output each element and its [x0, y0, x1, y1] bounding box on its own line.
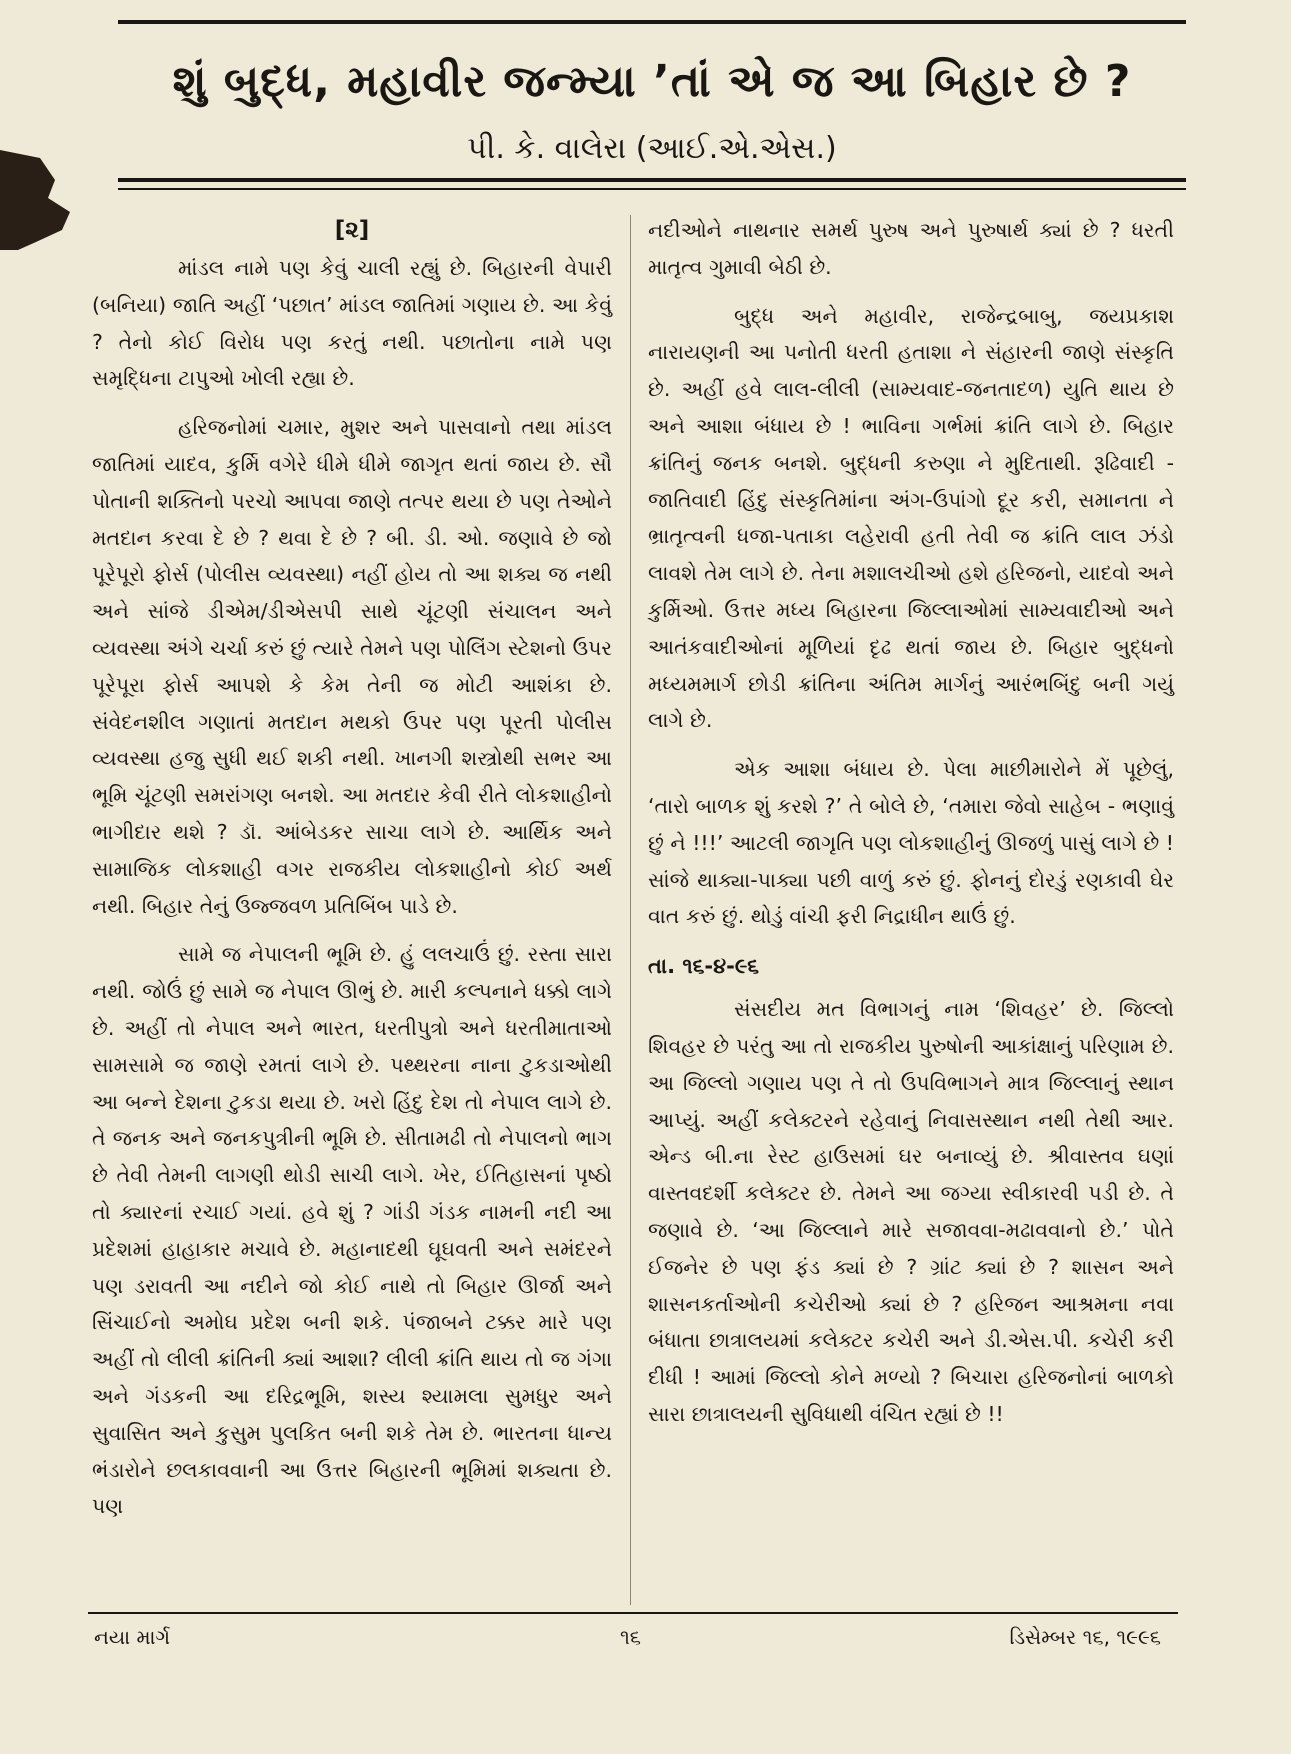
- article-title: શું બુદ્ધ, મહાવીર જન્મ્યા ’તાં એ જ આ બિહાર છે ?: [172, 56, 1132, 107]
- header-rule-thin: [118, 188, 1186, 190]
- date-heading: તા. ૧૬-૪-૯૬: [648, 954, 760, 979]
- paragraph: બુદ્ધ અને મહાવીર, રાજેન્દ્રબાબુ, જયપ્રકાશ નારાયણની આ પનોતી ધરતી હતાશા ને સંહારની જાણે સંસ્કૃતિ છે. અહીં હવે લાલ-લીલી (સામ્યવાદ-જનતાદળ) યુતિ થાય છે અને આશા બંધાય છે ! ભાવિના ગર્ભમાં ક્રાંતિ લાગે છે. બિહાર ક્રાંતિનું જનક બનશે. બુદ્ધની કરુણા ને મુદિતાથી. રૂઢિવાદી - જાતિવાદી હિંદુ સંસ્કૃતિમાંના અંગ-ઉપાંગો દૂર કરી, સમાનતા ને ભ્રાતૃત્વની ધજા-પતાકા લહેરાવી હતી તેવી જ ક્રાંતિ લાલ ઝંડો લાવશે તેમ લાગે છે. તેના મશાલચીઓ હશે હરિજનો, યાદવો અને કુર્મિઓ. ઉત્તર મધ્ય બિહારના જિલ્લાઓમાં સામ્યવાદીઓ અને આતંકવાદીઓનાં મૂળિયાં દૃઢ થતાં જાય છે. બિહાર બુદ્ધનો મધ્યમમાર્ગ છોડી ક્રાંતિના અંતિમ માર્ગનું આરંભબિંદુ બની ગયું લાગે છે.: [648, 303, 1174, 733]
- torn-edge-mark: [0, 150, 78, 250]
- right-column: [648, 212, 1174, 1445]
- footer-rule: [88, 1612, 1178, 1614]
- paragraph: સંસદીય મત વિભાગનું નામ ‘શિવહર’ છે. જિલ્લો શિવહર છે પરંતુ આ તો રાજકીય પુરુષોની આકાંક્ષાનું પરિણામ છે. આ જિલ્લો ગણાય પણ તે તો ઉપવિભાગને માત્ર જિલ્લાનું સ્થાન આપ્યું. અહીં કલેક્ટરને રહેવાનું નિવાસસ્થાન નથી તેથી આર. એન્ડ બી.ના રેસ્ટ હાઉસમાં ઘર બનાવ્યું છે. શ્રીવાસ્તવ ઘણાં વાસ્તવદર્શી કલેક્ટર છે. તેમને આ જગ્યા સ્વીકારવી પડી છે. તે જણાવે છે. ‘આ જિલ્લાને મારે સજાવવા-મઢાવવાનો છે.’ પોતે ઈજનેર છે પણ ફંડ ક્યાં છે ? ગ્રાંટ ક્યાં છે ? શાસન અને શાસનકર્તાઓની કચેરીઓ ક્યાં છે ? હરિજન આશ્રમના નવા બંધાતા છાત્રાલયમાં કલેક્ટર કચેરી અને ડી.એસ.પી. કચેરી કરી દીધી ! આમાં જિલ્લો કોને મળ્યો ? બિચારા હરિજનોનાં બાળકો સારા છાત્રાલયની સુવિધાથી વંચિત રહ્યાં છે !!: [648, 997, 1174, 1426]
- header-rule-thick: [118, 178, 1186, 182]
- paragraph-continuation: નદીઓને નાથનાર સમર્થ પુરુષ અને પુરુષાર્થ ક્યાં છે ? ધરતી માતૃત્વ ગુમાવી બેઠી છે.: [648, 218, 1174, 279]
- left-column: [92, 212, 612, 1537]
- footer-page-number: ૧૬: [620, 1625, 641, 1649]
- paragraph: સામે જ નેપાલની ભૂમિ છે. હું લલચાઉં છું. રસ્તા સારા નથી. જોઉં છું સામે જ નેપાલ ઊભું છે. મારી કલ્પનાને ધક્કો લાગે છે. અહીં તો નેપાલ અને ભારત, ધરતીપુત્રો અને ધરતીમાતાઓ સામસામે જ જાણે રમતાં લાગે છે. પથ્થરના નાના ટુકડાઓથી આ બન્ને દેશના ટુકડા થયા છે. ખરો હિંદુ દેશ તો નેપાલ લાગે છે. તે જનક અને જનકપુત્રીની ભૂમિ છે. સીતામઢી તો નેપાલનો ભાગ છે તેવી તેમની લાગણી થોડી સાચી લાગે. ખેર, ઈતિહાસનાં પૃષ્ઠો તો ક્યારનાં રચાઈ ગયાં. હવે શું ? ગાંડી ગંડક નામની નદી આ પ્રદેશમાં હાહાકાર મચાવે છે. મહાનાદથી ઘૂઘવતી અને સમંદરને પણ ડરાવતી આ નદીને જો કોઈ નાથે તો બિહાર ઊર્જા અને સિંચાઈનો અમોઘ પ્રદેશ બની શકે. પંજાબને ટક્કર મારે પણ અહીં તો લીલી ક્રાંતિની ક્યાં આશા? લીલી ક્રાંતિ થાય તો જ ગંગા અને ગંડકની આ દરિદ્રભૂમિ, શસ્ય શ્યામલા સુમધુર અને સુવાસિત અને કુસુમ પુલકિત બની શકે તેમ છે. ભારતના ધાન્ય ભંડારોને છલકાવવાની આ ઉત્તર બિહારની ભૂમિમાં શક્યતા છે. પણ: [92, 942, 612, 1519]
- column-divider: [630, 215, 631, 1605]
- top-rule: [118, 20, 1186, 24]
- article-author: પી. કે. વાલેરા (આઈ.એ.એસ.): [467, 131, 837, 166]
- paragraph: માંડલ નામે પણ કેવું ચાલી રહ્યું છે. બિહારની વેપારી (બનિયા) જાતિ અહીં ‘પછાત’ માંડલ જાતિમાં ગણાય છે. આ કેવું ? તેનો કોઈ વિરોધ પણ કરતું નથી. પછાતોના નામે પણ સમૃદ્ધિના ટાપુઓ ખોલી રહ્યા છે.: [92, 256, 612, 391]
- paragraph: એક આશા બંધાય છે. પેલા માછીમારોને મેં પૂછેલું, ‘તારો બાળક શું કરશે ?’ તે બોલે છે, ‘તમારા જેવો સાહેબ - ભણાવું છું ને !!!’ આટલી જાગૃતિ પણ લોકશાહીનું ઊજળું પાસું લાગે છે ! સાંજે થાક્યા-પાક્યા પછી વાળું કરું છું. ફોનનું દોરડું રણકાવી ઘેર વાત કરું છું. થોડું વાંચી ફરી નિદ્રાધીન થાઉં છું.: [648, 757, 1174, 929]
- footer-date: ડિસેમ્બર ૧૬, ૧૯૯૬: [1009, 1625, 1161, 1649]
- section-number: [૨]: [334, 217, 370, 243]
- footer-publication: નયા માર્ગ: [94, 1625, 171, 1649]
- paragraph: હરિજનોમાં ચમાર, મુશર અને પાસવાનો તથા માંડલ જાતિમાં યાદવ, કુર્મિ વગેરે ધીમે ધીમે જાગૃત થતાં જાય છે. સૌ પોતાની શક્તિનો પરચો આપવા જાણે તત્પર થયા છે પણ તેઓને મતદાન કરવા દે છે ? થવા દે છે ? બી. ડી. ઓ. જણાવે છે જો પૂરેપૂરો ફોર્સ (પોલીસ વ્યવસ્થા) નહીં હોય તો આ શક્ય જ નથી અને સાંજે ડીએમ/ડીએસપી સાથે ચૂંટણી સંચાલન અને વ્યવસ્થા અંગે ચર્ચા કરું છું ત્યારે તેમને પણ પોલિંગ સ્ટેશનો ઉપર પૂરેપૂરા ફોર્સ આપશે કે કેમ તેની જ મોટી આશંકા છે. સંવેદનશીલ ગણાતાં મતદાન મથકો ઉપર પણ પૂરતી પોલીસ વ્યવસ્થા હજુ સુધી થઈ શકી નથી. ખાનગી શસ્ત્રોથી સભર આ ભૂમિ ચૂંટણી સમરાંગણ બનશે. આ મતદાર કેવી રીતે લોકશાહીનો ભાગીદાર થશે ? ડૉ. આંબેડકર સાચા લાગે છે. આર્થિક અને સામાજિક લોકશાહી વગર રાજકીય લોકશાહીનો કોઈ અર્થ નથી. બિહાર તેનું ઉજ્જવળ પ્રતિબિંબ પાડે છે.: [92, 415, 612, 918]
